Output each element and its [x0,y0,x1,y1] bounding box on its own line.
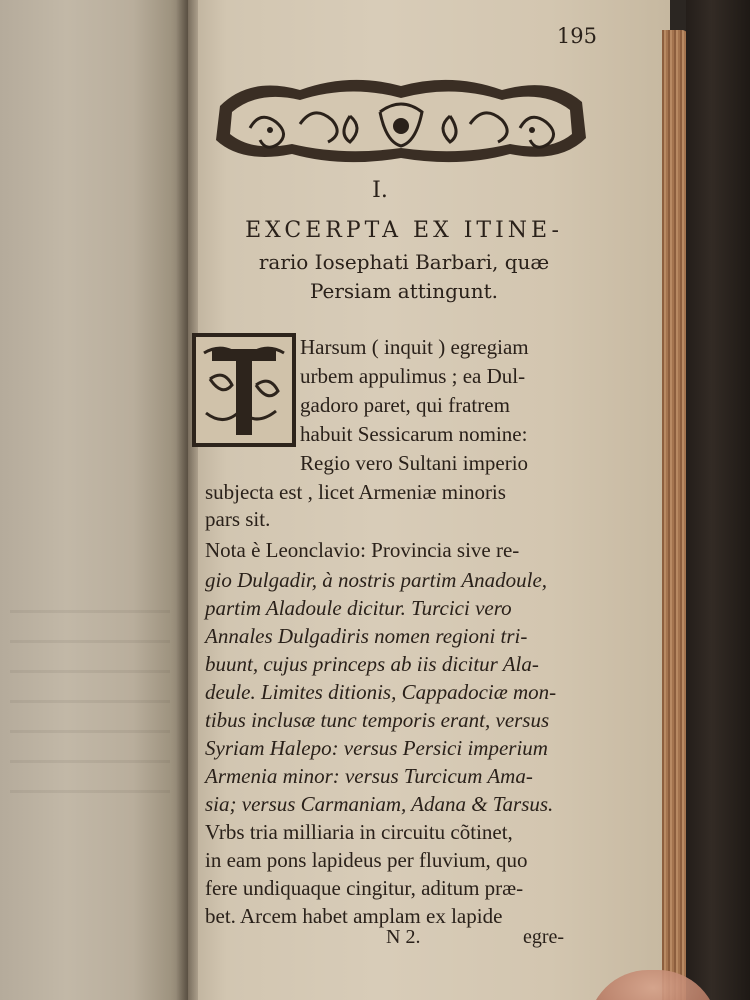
text-line: sia; versus Carmaniam, Adana & Tarsus. [205,792,554,816]
text-line: tibus inclusæ tunc temporis erant, versus [205,708,550,732]
text-line: gadoro paret, qui fratrem [300,393,510,417]
text-line: pars sit. [205,507,271,531]
section-numeral: I. [372,178,388,203]
text-line: subjecta est , licet Armeniæ minoris [205,480,506,504]
text-line: Vrbs tria milliaria in circuitu cõtinet, [205,820,513,844]
title-line-2: rario Iosephati Barbari, quæ [258,250,550,274]
text-line: Regio vero Sultani imperio [300,451,529,475]
text-line: partim Aladoule dicitur. Turcici vero [205,596,512,620]
text-line: Nota è Leonclavio: Provincia sive re- [205,538,520,562]
catchword: egre- [523,926,565,948]
text-line: Syriam Halepo: versus Persici imperium [205,736,548,760]
book-gutter [176,0,198,1000]
text-line: in eam pons lapideus per fluvium, quo [205,848,528,872]
book-cover [686,0,750,1000]
title-line-3: Persiam attingunt. [309,279,499,303]
text-line: Armenia minor: versus Turcicum Ama- [205,764,533,788]
page-number: 195 [556,24,597,48]
title-line-1: EXCERPTA EX ITINE- [245,218,563,243]
ornamental-headpiece [210,68,592,172]
text-line: urbem appulimus ; ea Dul- [300,364,526,388]
text-line: fere undiquaque cingitur, aditum præ- [205,876,524,900]
text-line: habuit Sessicarum nomine: [300,422,528,446]
text-line: Harsum ( inquit ) egregiam [300,335,529,359]
show-through-text [10,610,170,810]
decorated-initial-t [192,333,296,447]
page-edges [662,30,688,1000]
text-line: Annales Dulgadiris nomen regioni tri- [205,624,528,648]
left-page [0,0,190,1000]
text-line: buunt, cujus princeps ab iis dicitur Ala- [205,652,539,676]
signature-mark: N 2. [386,926,421,948]
text-line: bet. Arcem habet amplam ex lapide [205,904,503,928]
text-line: deule. Limites ditionis, Cappadociæ mon- [205,680,557,704]
text-line: gio Dulgadir, à nostris partim Anadoule, [205,568,548,592]
